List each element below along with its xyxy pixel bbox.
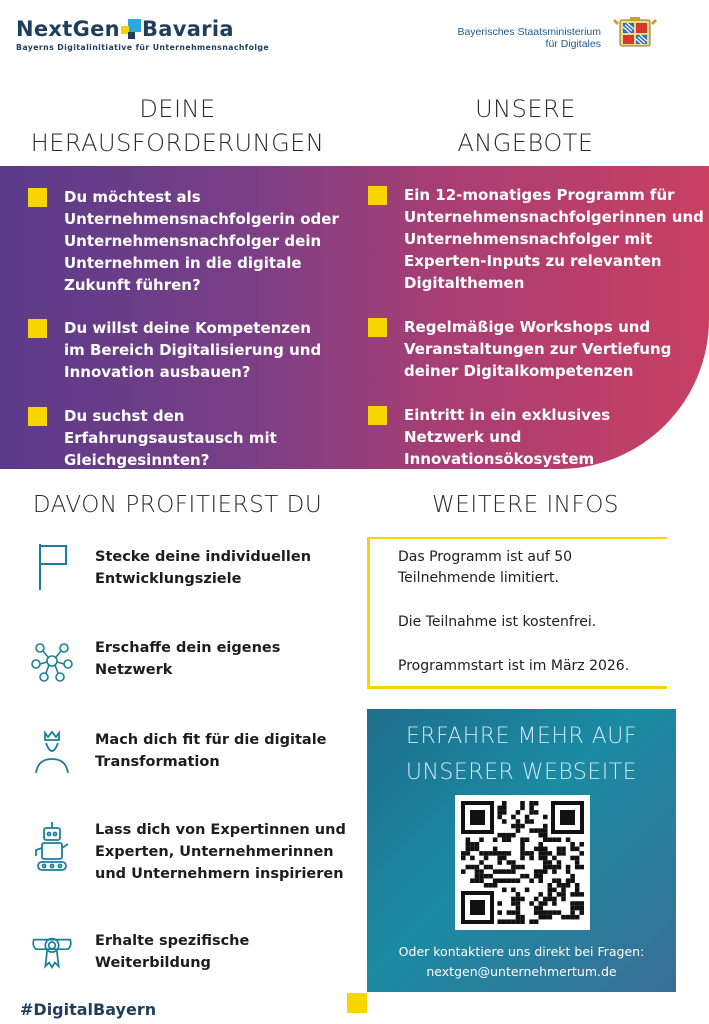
flag-icon [30, 542, 74, 592]
offer-item [368, 404, 694, 470]
qr-code-icon[interactable] [455, 795, 590, 930]
benefit-text: Lass dich von Expertinnen und Experten, Unternehmerinnen und Unternehmern inspirieren [95, 822, 346, 882]
offer-text: Regelmäßige Workshops und Veranstaltungen zur Vertiefung deiner Digitalkompetenzen [404, 318, 672, 380]
infos-line1: Das Programm ist auf 50 Teilnehmende limitiert. [398, 549, 573, 586]
challenge-item [28, 186, 344, 296]
challenge-text: Du suchst den Erfahrungsaustausch mit Gleichgesinnten? [64, 407, 277, 469]
benefit-text: Erschaffe dein eigenes Netzwerk [95, 640, 281, 678]
yellow-bullet-icon [28, 319, 47, 338]
offer-item [368, 184, 704, 294]
network-icon [30, 636, 74, 686]
benefit-text: Erhalte spezifische Weiterbildung [95, 933, 250, 971]
benefit-item [30, 822, 346, 882]
logo-part2: Bavaria [141, 17, 234, 41]
website-title-line2: UNSERER WEBSEITE [405, 760, 638, 785]
contact-prompt: Oder kontaktiere uns direkt bei Fragen: [398, 944, 645, 959]
challenges-title-line2: HERAUSFORDERUNGEN [30, 129, 325, 157]
ministry-line2: für Digitales [545, 38, 601, 50]
challenge-text: Du möchtest als Unternehmensnachfolgerin oder Unternehmensnachfolger dein Unternehmen in die digitale Zukunft führen? [64, 188, 339, 294]
yellow-bullet-icon [368, 318, 387, 337]
logo-title [16, 17, 269, 41]
nextgen-bavaria-logo [16, 17, 269, 52]
infos-title: WEITERE INFOS [432, 492, 619, 518]
benefit-item [30, 636, 281, 686]
benefit-item [30, 928, 250, 978]
benefits-title: DAVON PROFITIERST DU [32, 492, 323, 518]
infos-line2: Die Teilnahme ist kostenfrei. [398, 614, 597, 630]
infos-box [367, 537, 667, 689]
challenge-item [28, 317, 334, 383]
challenge-item [28, 405, 364, 471]
challenge-text: Du willst deine Kompetenzen im Bereich Digitalisierung und Innovation ausbauen? [64, 319, 322, 381]
challenges-title-line1: DEINE [139, 95, 216, 123]
yellow-bullet-icon [368, 186, 387, 205]
website-panel [367, 709, 676, 992]
contact-info [367, 942, 676, 982]
website-title-line1: ERFAHRE MEHR AUF [405, 724, 638, 749]
certificate-icon [30, 928, 74, 978]
challenges-title [20, 92, 335, 160]
yellow-square-decoration [347, 993, 367, 1013]
offers-title-line1: UNSERE [475, 95, 576, 123]
offer-item [368, 316, 679, 382]
website-title [367, 719, 676, 791]
ministry-line1: Bayerisches Staatsministerium [457, 26, 601, 38]
yellow-bullet-icon [28, 188, 47, 207]
benefit-text: Mach dich fit für die digitale Transformation [95, 732, 327, 770]
bavarian-crest-icon [611, 17, 659, 49]
offers-title-line2: ANGEBOTE [457, 129, 594, 157]
yellow-bullet-icon [28, 407, 47, 426]
offers-title [368, 92, 683, 160]
ministry-name [457, 26, 601, 50]
benefit-item [30, 727, 327, 777]
logo-subtitle: Bayerns Digitalinitiative für Unternehmensnachfolge [16, 43, 270, 52]
offer-text: Eintritt in ein exklusives Netzwerk und Innovationsökosystem [404, 406, 611, 468]
infos-line3: Programmstart ist im März 2026. [398, 658, 630, 674]
contact-email-link[interactable]: nextgen@unternehmertum.de [426, 964, 617, 979]
hashtag: #DigitalBayern [20, 1000, 157, 1019]
yellow-bullet-icon [368, 406, 387, 425]
logo-plus-icon [121, 19, 141, 39]
logo-part1: NextGen [16, 17, 120, 41]
offer-text: Ein 12-monatiges Programm für Unternehmensnachfolgerinnen und Unternehmensnachfolger mit Experten-Inputs zu relevanten Digitalthemen [404, 186, 704, 292]
crown-person-icon [30, 727, 74, 777]
benefit-text: Stecke deine individuellen Entwicklungsziele [95, 549, 312, 587]
gradient-band [0, 166, 709, 469]
benefit-item [30, 542, 312, 592]
robot-icon [30, 822, 74, 872]
